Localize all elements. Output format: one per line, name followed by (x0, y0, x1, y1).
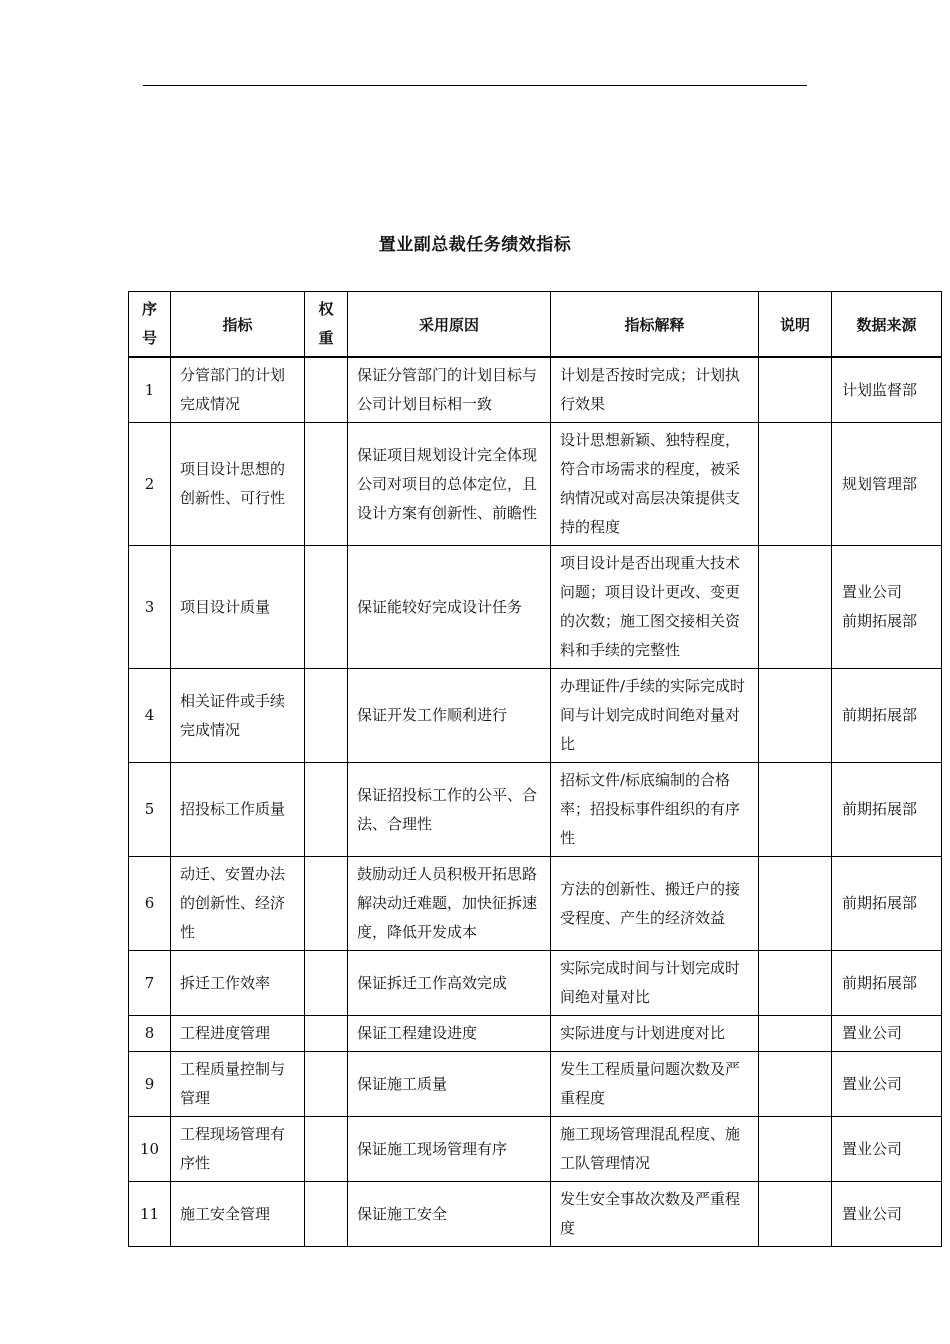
document-title: 置业副总裁任务绩效指标 (378, 235, 572, 255)
header-reason: 采用原因 (348, 292, 551, 358)
cell-no: 8 (129, 1016, 171, 1052)
cell-note (759, 951, 832, 1016)
cell-source: 置业公司 (832, 1016, 942, 1052)
table-row (129, 546, 942, 669)
cell-no: 1 (129, 357, 171, 423)
cell-reason: 鼓励动迁人员积极开拓思路解决动迁难题，加快征拆速度，降低开发成本 (348, 857, 551, 951)
cell-no: 4 (129, 669, 171, 763)
cell-reason: 保证拆迁工作高效完成 (348, 951, 551, 1016)
cell-weight (305, 357, 348, 423)
cell-no: 11 (129, 1182, 171, 1247)
cell-note (759, 546, 832, 669)
table-row (129, 857, 942, 951)
cell-weight (305, 1182, 348, 1247)
cell-no: 10 (129, 1117, 171, 1182)
cell-note (759, 857, 832, 951)
kpi-table (128, 291, 942, 1247)
cell-indicator: 动迁、安置办法的创新性、经济性 (171, 857, 305, 951)
cell-note (759, 1182, 832, 1247)
cell-indicator: 相关证件或手续完成情况 (171, 669, 305, 763)
cell-reason: 保证分管部门的计划目标与公司计划目标相一致 (348, 357, 551, 423)
cell-no: 7 (129, 951, 171, 1016)
cell-source: 前期拓展部 (832, 857, 942, 951)
cell-indicator: 工程现场管理有序性 (171, 1117, 305, 1182)
cell-no: 2 (129, 423, 171, 546)
cell-indicator: 项目设计质量 (171, 546, 305, 669)
cell-source: 置业公司 (832, 1182, 942, 1247)
cell-weight (305, 669, 348, 763)
cell-no: 6 (129, 857, 171, 951)
cell-explanation: 实际完成时间与计划完成时间绝对量对比 (551, 951, 759, 1016)
cell-reason: 保证施工安全 (348, 1182, 551, 1247)
cell-weight (305, 763, 348, 857)
cell-note (759, 763, 832, 857)
cell-no: 5 (129, 763, 171, 857)
header-explanation: 指标解释 (551, 292, 759, 358)
cell-source: 前期拓展部 (832, 763, 942, 857)
header-rule (143, 85, 807, 86)
cell-note (759, 1052, 832, 1117)
cell-reason: 保证工程建设进度 (348, 1016, 551, 1052)
cell-weight (305, 546, 348, 669)
header-seq: 序 号 (129, 292, 171, 358)
table-row (129, 423, 942, 546)
cell-reason: 保证施工质量 (348, 1052, 551, 1117)
cell-note (759, 1117, 832, 1182)
cell-explanation: 招标文件/标底编制的合格率；招投标事件组织的有序性 (551, 763, 759, 857)
cell-reason: 保证能较好完成设计任务 (348, 546, 551, 669)
cell-explanation: 方法的创新性、搬迁户的接受程度、产生的经济效益 (551, 857, 759, 951)
cell-weight (305, 1117, 348, 1182)
cell-no: 9 (129, 1052, 171, 1117)
cell-note (759, 669, 832, 763)
table-body (129, 357, 942, 1247)
cell-reason: 保证项目规划设计完全体现公司对项目的总体定位，且设计方案有创新性、前瞻性 (348, 423, 551, 546)
header-source: 数据来源 (832, 292, 942, 358)
cell-indicator: 拆迁工作效率 (171, 951, 305, 1016)
cell-explanation: 发生工程质量问题次数及严重程度 (551, 1052, 759, 1117)
cell-explanation: 实际进度与计划进度对比 (551, 1016, 759, 1052)
cell-reason: 保证开发工作顺利进行 (348, 669, 551, 763)
table-row (129, 763, 942, 857)
cell-weight (305, 1052, 348, 1117)
cell-indicator: 工程质量控制与管理 (171, 1052, 305, 1117)
table-row (129, 951, 942, 1016)
cell-source: 前期拓展部 (832, 951, 942, 1016)
cell-source: 置业公司 前期拓展部 (832, 546, 942, 669)
cell-indicator: 招投标工作质量 (171, 763, 305, 857)
cell-indicator: 项目设计思想的创新性、可行性 (171, 423, 305, 546)
cell-weight (305, 951, 348, 1016)
table-row (129, 669, 942, 763)
cell-weight (305, 857, 348, 951)
table-row (129, 1182, 942, 1247)
cell-explanation: 设计思想新颖、独特程度，符合市场需求的程度，被采纳情况或对高层决策提供支持的程度 (551, 423, 759, 546)
cell-source: 置业公司 (832, 1052, 942, 1117)
cell-indicator: 施工安全管理 (171, 1182, 305, 1247)
cell-source: 前期拓展部 (832, 669, 942, 763)
cell-explanation: 发生安全事故次数及严重程度 (551, 1182, 759, 1247)
table-row (129, 1117, 942, 1182)
cell-source: 置业公司 (832, 1117, 942, 1182)
cell-explanation: 施工现场管理混乱程度、施工队管理情况 (551, 1117, 759, 1182)
cell-weight (305, 1016, 348, 1052)
cell-reason: 保证招投标工作的公平、合法、合理性 (348, 763, 551, 857)
cell-explanation: 计划是否按时完成；计划执行效果 (551, 357, 759, 423)
cell-no: 3 (129, 546, 171, 669)
cell-note (759, 423, 832, 546)
cell-explanation: 项目设计是否出现重大技术问题；项目设计更改、变更的次数；施工图交接相关资料和手续的完整性 (551, 546, 759, 669)
header-indicator: 指标 (171, 292, 305, 358)
cell-weight (305, 423, 348, 546)
header-weight: 权 重 (305, 292, 348, 358)
cell-note (759, 1016, 832, 1052)
cell-explanation: 办理证件/手续的实际完成时间与计划完成时间绝对量对比 (551, 669, 759, 763)
cell-source: 计划监督部 (832, 357, 942, 423)
cell-indicator: 分管部门的计划完成情况 (171, 357, 305, 423)
header-note: 说明 (759, 292, 832, 358)
cell-note (759, 357, 832, 423)
cell-reason: 保证施工现场管理有序 (348, 1117, 551, 1182)
table-row (129, 357, 942, 423)
table-header-row (129, 292, 942, 358)
table-row (129, 1052, 942, 1117)
table-row (129, 1016, 942, 1052)
cell-indicator: 工程进度管理 (171, 1016, 305, 1052)
cell-source: 规划管理部 (832, 423, 942, 546)
